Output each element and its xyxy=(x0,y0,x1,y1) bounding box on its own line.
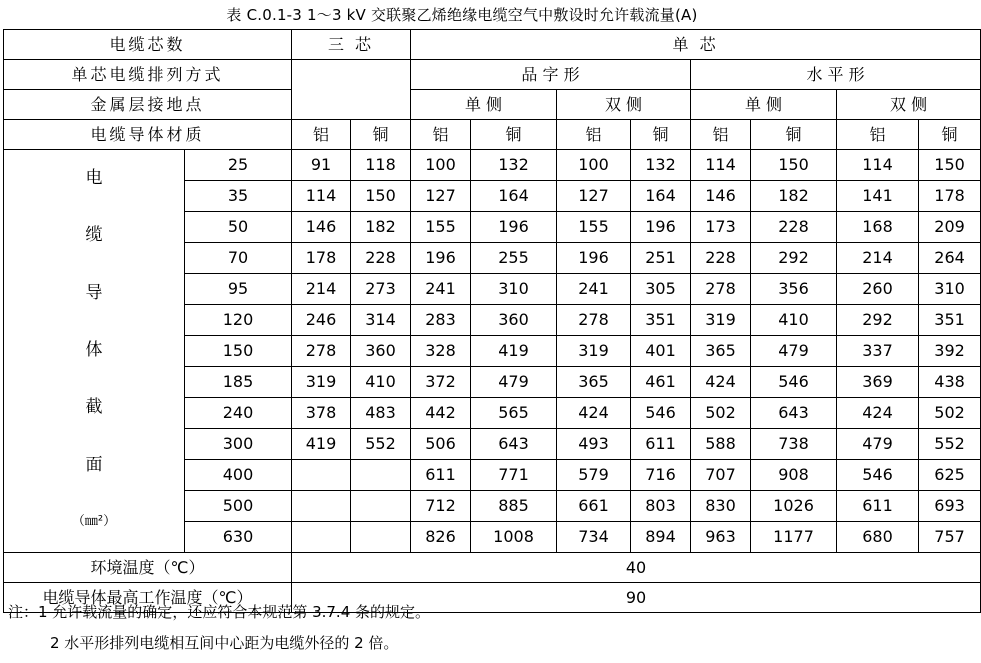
ampacity-value: 365 xyxy=(691,336,751,367)
ampacity-value: 164 xyxy=(471,181,557,212)
ampacity-value xyxy=(292,522,351,553)
cross-section-label-char: 截 xyxy=(85,397,103,418)
ampacity-value xyxy=(351,460,411,491)
ampacity-value: 255 xyxy=(471,243,557,274)
ambient-value: 40 xyxy=(292,553,981,583)
ampacity-value: 141 xyxy=(837,181,919,212)
ampacity-value: 588 xyxy=(691,429,751,460)
ambient-row xyxy=(4,553,981,583)
arrangement-label: 单芯电缆排列方式 xyxy=(4,60,292,90)
ampacity-value: 611 xyxy=(631,429,691,460)
ampacity-value: 150 xyxy=(751,150,837,181)
ampacity-value: 114 xyxy=(691,150,751,181)
ampacity-value: 803 xyxy=(631,491,691,522)
ampacity-value: 1026 xyxy=(751,491,837,522)
cross-section-value: 185 xyxy=(185,367,292,398)
cross-section-value: 35 xyxy=(185,181,292,212)
ampacity-value: 264 xyxy=(919,243,981,274)
ampacity-value: 369 xyxy=(837,367,919,398)
ampacity-value: 552 xyxy=(919,429,981,460)
ampacity-value: 680 xyxy=(837,522,919,553)
material-al: 铝 xyxy=(837,120,919,150)
ampacity-value: 196 xyxy=(631,212,691,243)
flat-header: 水 平 形 xyxy=(691,60,981,90)
ampacity-value: 214 xyxy=(837,243,919,274)
ampacity-value: 164 xyxy=(631,181,691,212)
ampacity-value: 372 xyxy=(411,367,471,398)
cross-section-value: 150 xyxy=(185,336,292,367)
material-cu: 铜 xyxy=(471,120,557,150)
ampacity-value: 310 xyxy=(471,274,557,305)
ampacity-value: 146 xyxy=(292,212,351,243)
ampacity-value: 356 xyxy=(751,274,837,305)
ampacity-value: 1177 xyxy=(751,522,837,553)
ampacity-value: 546 xyxy=(751,367,837,398)
ampacity-value: 479 xyxy=(471,367,557,398)
ampacity-value: 150 xyxy=(919,150,981,181)
flat-both-sides: 双 侧 xyxy=(837,90,981,120)
ampacity-value: 196 xyxy=(557,243,631,274)
ampacity-value: 546 xyxy=(837,460,919,491)
cross-section-value: 500 xyxy=(185,491,292,522)
ampacity-value: 182 xyxy=(751,181,837,212)
ampacity-value: 392 xyxy=(919,336,981,367)
ampacity-value: 155 xyxy=(411,212,471,243)
ampacity-value: 182 xyxy=(351,212,411,243)
ampacity-value xyxy=(292,460,351,491)
ampacity-value: 506 xyxy=(411,429,471,460)
material-al: 铝 xyxy=(411,120,471,150)
header-row-core-count xyxy=(4,30,981,60)
ampacity-value: 410 xyxy=(751,305,837,336)
ampacity-value xyxy=(351,491,411,522)
max-temp-value: 90 xyxy=(292,583,981,613)
ampacity-value: 360 xyxy=(471,305,557,336)
cross-section-label xyxy=(4,150,185,553)
ampacity-value: 625 xyxy=(919,460,981,491)
header-row-material xyxy=(4,120,981,150)
ampacity-value: 771 xyxy=(471,460,557,491)
ampacity-value: 132 xyxy=(631,150,691,181)
ampacity-value: 241 xyxy=(557,274,631,305)
ampacity-value: 502 xyxy=(919,398,981,429)
ampacity-value: 410 xyxy=(351,367,411,398)
cross-section-label-char: 导 xyxy=(85,282,103,303)
trefoil-header: 品 字 形 xyxy=(411,60,691,90)
cross-section-label-char: 体 xyxy=(85,339,103,360)
ampacity-value: 337 xyxy=(837,336,919,367)
ampacity-value: 885 xyxy=(471,491,557,522)
ampacity-value: 424 xyxy=(837,398,919,429)
ampacity-value: 196 xyxy=(411,243,471,274)
ampacity-value: 260 xyxy=(837,274,919,305)
grounding-label: 金属层接地点 xyxy=(4,90,292,120)
single-core-header: 单 芯 xyxy=(411,30,981,60)
ampacity-value: 442 xyxy=(411,398,471,429)
cross-section-label-char: 电 xyxy=(85,168,103,188)
ampacity-value: 314 xyxy=(351,305,411,336)
ampacity-value: 611 xyxy=(411,460,471,491)
ampacity-value: 146 xyxy=(691,181,751,212)
cross-section-value: 120 xyxy=(185,305,292,336)
ampacity-value: 579 xyxy=(557,460,631,491)
ampacity-value: 716 xyxy=(631,460,691,491)
header-row-arrangement xyxy=(4,60,981,90)
ampacity-value: 565 xyxy=(471,398,557,429)
ampacity-value: 278 xyxy=(557,305,631,336)
ampacity-value: 251 xyxy=(631,243,691,274)
cross-section-value: 25 xyxy=(185,150,292,181)
material-cu: 铜 xyxy=(919,120,981,150)
ampacity-value: 132 xyxy=(471,150,557,181)
ampacity-value: 963 xyxy=(691,522,751,553)
ampacity-value: 273 xyxy=(351,274,411,305)
ampacity-value: 305 xyxy=(631,274,691,305)
header-row-grounding xyxy=(4,90,981,120)
ampacity-value: 661 xyxy=(557,491,631,522)
ampacity-value: 461 xyxy=(631,367,691,398)
ampacity-value: 479 xyxy=(751,336,837,367)
ampacity-value: 214 xyxy=(292,274,351,305)
ampacity-value: 319 xyxy=(292,367,351,398)
ampacity-value: 178 xyxy=(292,243,351,274)
core-count-label: 电缆芯数 xyxy=(4,30,292,60)
ampacity-value: 552 xyxy=(351,429,411,460)
cross-section-label-char: 缆 xyxy=(85,225,103,246)
ampacity-value: 127 xyxy=(411,181,471,212)
ampacity-value: 734 xyxy=(557,522,631,553)
ampacity-value: 173 xyxy=(691,212,751,243)
ampacity-value: 643 xyxy=(751,398,837,429)
ampacity-value: 278 xyxy=(292,336,351,367)
ampacity-value: 643 xyxy=(471,429,557,460)
ampacity-value: 278 xyxy=(691,274,751,305)
ampacity-value: 546 xyxy=(631,398,691,429)
ampacity-value: 712 xyxy=(411,491,471,522)
ampacity-value: 100 xyxy=(557,150,631,181)
ampacity-value: 168 xyxy=(837,212,919,243)
ampacity-value xyxy=(351,522,411,553)
ampacity-value: 178 xyxy=(919,181,981,212)
ampacity-value: 479 xyxy=(837,429,919,460)
ampacity-value: 91 xyxy=(292,150,351,181)
ampacity-value: 378 xyxy=(292,398,351,429)
cross-section-value: 240 xyxy=(185,398,292,429)
ampacity-table xyxy=(3,29,981,613)
ampacity-value xyxy=(292,491,351,522)
ampacity-value: 707 xyxy=(691,460,751,491)
cross-section-value: 630 xyxy=(185,522,292,553)
ampacity-value: 419 xyxy=(292,429,351,460)
ampacity-value: 150 xyxy=(351,181,411,212)
cross-section-label-char: 面 xyxy=(85,454,103,475)
ampacity-value: 1008 xyxy=(471,522,557,553)
ampacity-value: 360 xyxy=(351,336,411,367)
ampacity-value: 319 xyxy=(557,336,631,367)
trefoil-both-sides: 双 侧 xyxy=(557,90,691,120)
material-cu: 铜 xyxy=(631,120,691,150)
table-title: 表 C.0.1-3 1～3 kV 交联聚乙烯绝缘电缆空气中敷设时允许载流量(A) xyxy=(226,6,698,24)
ampacity-value: 100 xyxy=(411,150,471,181)
note-2: 2 水平形排列电缆相互间中心距为电缆外径的 2 倍。 xyxy=(50,634,399,652)
ampacity-value: 246 xyxy=(292,305,351,336)
ampacity-value: 493 xyxy=(557,429,631,460)
ampacity-value: 438 xyxy=(919,367,981,398)
ampacity-value: 319 xyxy=(691,305,751,336)
ampacity-value: 292 xyxy=(837,305,919,336)
ampacity-value: 738 xyxy=(751,429,837,460)
ampacity-value: 196 xyxy=(471,212,557,243)
ampacity-value: 611 xyxy=(837,491,919,522)
ampacity-value: 365 xyxy=(557,367,631,398)
max-temp-label: 电缆导体最高工作温度（℃） xyxy=(4,583,292,613)
ambient-label: 环境温度（℃） xyxy=(4,553,292,583)
material-label: 电缆导体材质 xyxy=(4,120,292,150)
ampacity-value: 894 xyxy=(631,522,691,553)
material-al: 铝 xyxy=(557,120,631,150)
ampacity-value: 401 xyxy=(631,336,691,367)
ampacity-value: 419 xyxy=(471,336,557,367)
ampacity-value: 283 xyxy=(411,305,471,336)
material-cu: 铜 xyxy=(351,120,411,150)
cross-section-value: 50 xyxy=(185,212,292,243)
ampacity-value: 757 xyxy=(919,522,981,553)
ampacity-value: 209 xyxy=(919,212,981,243)
ampacity-value: 127 xyxy=(557,181,631,212)
ampacity-value: 310 xyxy=(919,274,981,305)
material-cu: 铜 xyxy=(751,120,837,150)
three-core-blank xyxy=(292,60,411,120)
ampacity-value: 826 xyxy=(411,522,471,553)
cross-section-value: 70 xyxy=(185,243,292,274)
material-al: 铝 xyxy=(292,120,351,150)
ampacity-value: 693 xyxy=(919,491,981,522)
ampacity-value: 114 xyxy=(837,150,919,181)
ampacity-value: 351 xyxy=(631,305,691,336)
cross-section-value: 400 xyxy=(185,460,292,491)
ampacity-value: 228 xyxy=(691,243,751,274)
ampacity-value: 114 xyxy=(292,181,351,212)
flat-single-side: 单 侧 xyxy=(691,90,837,120)
ampacity-value: 908 xyxy=(751,460,837,491)
ampacity-value: 424 xyxy=(557,398,631,429)
ampacity-value: 502 xyxy=(691,398,751,429)
ampacity-value: 228 xyxy=(751,212,837,243)
ampacity-value: 241 xyxy=(411,274,471,305)
cross-section-value: 95 xyxy=(185,274,292,305)
table-row xyxy=(4,150,981,181)
ampacity-value: 351 xyxy=(919,305,981,336)
cross-section-unit: （㎜²） xyxy=(71,513,117,529)
ampacity-value: 830 xyxy=(691,491,751,522)
material-al: 铝 xyxy=(691,120,751,150)
ampacity-value: 424 xyxy=(691,367,751,398)
three-core-header: 三 芯 xyxy=(292,30,411,60)
cross-section-value: 300 xyxy=(185,429,292,460)
ampacity-value: 118 xyxy=(351,150,411,181)
note-1: 注：1 允许载流量的确定，还应符合本规范第 3.7.4 条的规定。 xyxy=(8,603,431,621)
ampacity-value: 483 xyxy=(351,398,411,429)
ampacity-value: 228 xyxy=(351,243,411,274)
ampacity-value: 328 xyxy=(411,336,471,367)
ampacity-value: 292 xyxy=(751,243,837,274)
trefoil-single-side: 单 侧 xyxy=(411,90,557,120)
ampacity-value: 155 xyxy=(557,212,631,243)
